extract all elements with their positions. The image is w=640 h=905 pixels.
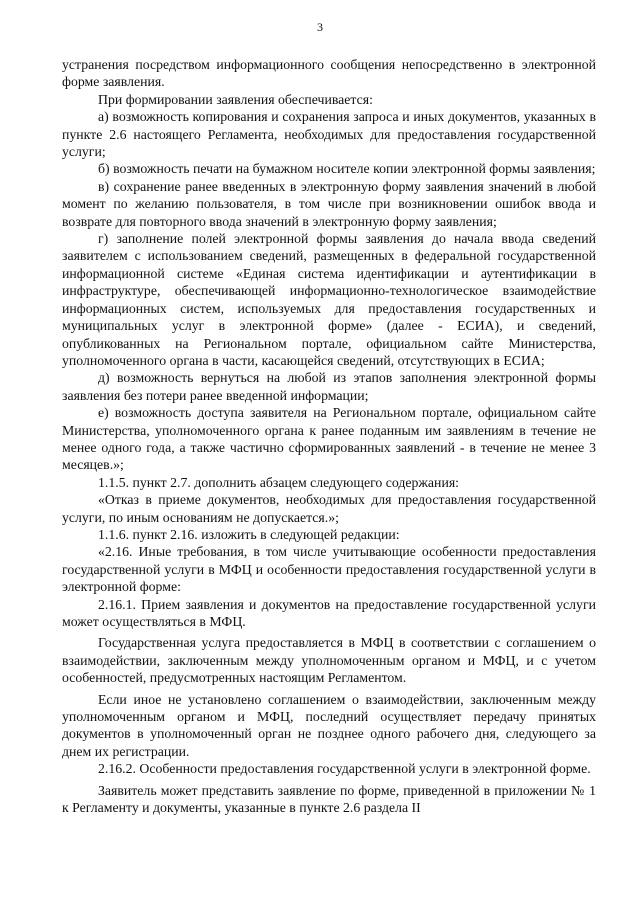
- paragraph: Заявитель может представить заявление по форме, приведенной в приложении № 1 к Регламенту и документы, указанные в пункте 2.6 раздела II: [62, 782, 596, 816]
- paragraph: Если иное не установлено соглашением о взаимодействии, заключенным между уполномоченным органом и МФЦ, последний осуществляет передачу принятых документов в уполномоченный орган не позднее одного рабочего дня, следующего за днем их регистрации.: [62, 691, 596, 759]
- paragraph: 2.16.2. Особенности предоставления государственной услуги в электронной форме.: [98, 761, 591, 777]
- paragraph: д) возможность вернуться на любой из этапов заполнения электронной формы заявления без потери ранее введенной информации;: [62, 370, 596, 403]
- document-body: [62, 56, 596, 816]
- paragraph: в) сохранение ранее введенных в электронную форму заявления значений в любой момент по желанию пользователя, в том числе при возникновении ошибок ввода и возврате для повторного ввода значений в электронную форму заявления;: [62, 178, 596, 229]
- page-number: 3: [317, 20, 323, 34]
- paragraph: 2.16.1. Прием заявления и документов на предоставление государственной услуги может осуществляться в МФЦ.: [62, 596, 596, 629]
- paragraph: 1.1.5. пункт 2.7. дополнить абзацем следующего содержания:: [98, 474, 460, 490]
- paragraph: «2.16. Иные требования, в том числе учитывающие особенности предоставления государственной услуги в МФЦ и особенности предоставления государственной услуги в электронной форме:: [62, 544, 596, 595]
- paragraph: «Отказ в приеме документов, необходимых для предоставления государственной услуги, по иным основаниям не допускается.»;: [62, 492, 596, 525]
- paragraph: б) возможность печати на бумажном носителе копии электронной формы заявления;: [98, 161, 596, 177]
- paragraph: Государственная услуга предоставляется в МФЦ в соответствии с соглашением о взаимодействии, заключенным между уполномоченным органом и МФЦ, и с учетом особенностей, предусмотренных настоящим Регламентом.: [62, 635, 596, 686]
- paragraph: При формировании заявления обеспечивается:: [98, 91, 373, 107]
- paragraph: 1.1.6. пункт 2.16. изложить в следующей редакции:: [98, 526, 400, 542]
- paragraph: г) заполнение полей электронной формы заявления до начала ввода сведений заявителем с использованием сведений, размещенных в федеральной государственной информационной системе «Единая система идентификации и аутентификации в инфраструктуре, обеспечивающей информационно-технологическое взаимодействие информационных систем, используемых для предоставления государственных и муниципальных услуг в электронной форме» (далее - ЕСИА), и сведений, опубликованных на Региональном портале, официальном сайте Министерства, уполномоченного органа в части, касающейся сведений, отсутствующих в ЕСИА;: [62, 231, 596, 368]
- paragraph: е) возможность доступа заявителя на Региональном портале, официальном сайте Министерства, уполномоченного органа к ранее поданным им заявлениям в течение не менее одного года, а также частично сформированных заявлений - в течение не менее 3 месяцев.»;: [62, 405, 596, 473]
- paragraph: а) возможность копирования и сохранения запроса и иных документов, указанных в пункте 2.6 настоящего Регламента, необходимых для предоставления государственной услуги;: [62, 109, 596, 160]
- paragraph: устранения посредством информационного сообщения непосредственно в электронной форме заявления.: [62, 57, 596, 90]
